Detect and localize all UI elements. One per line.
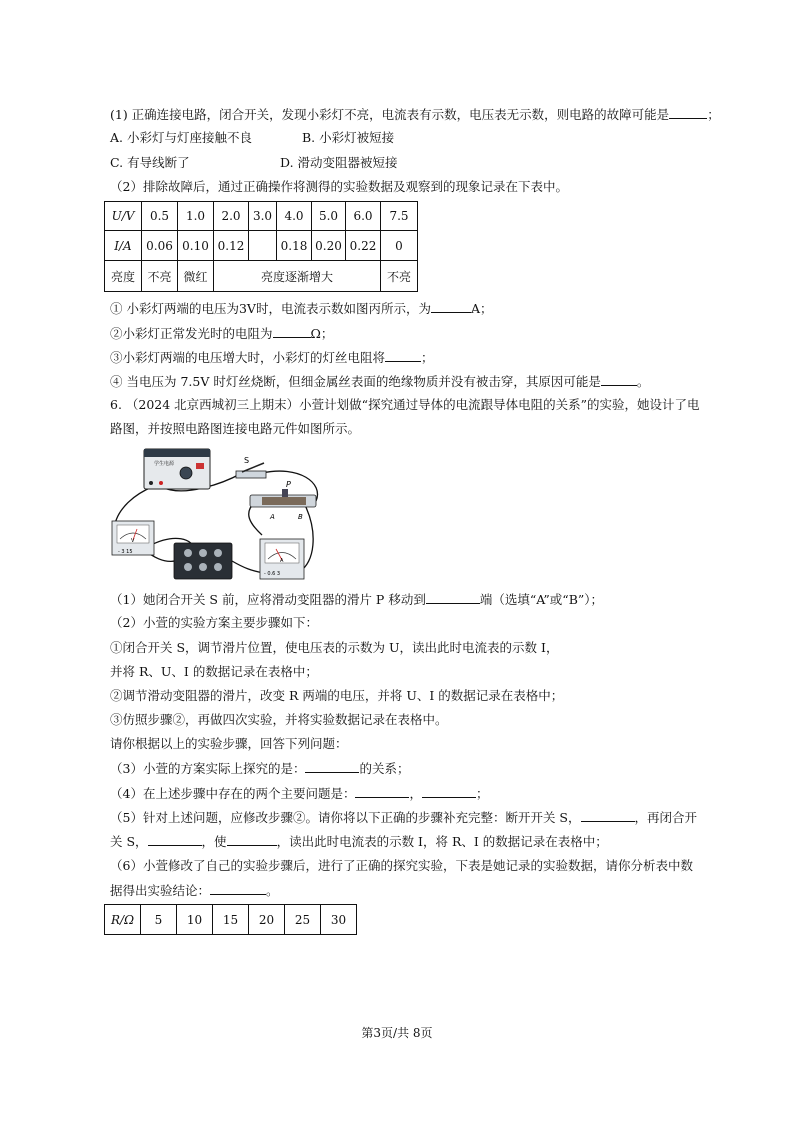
answer-blank[interactable] <box>227 833 277 846</box>
q5-option-d: D. 滑动变阻器被短接 <box>280 155 398 170</box>
r-cell: 10 <box>177 905 213 935</box>
ammeter-scale: - 0.6 3 <box>264 571 281 577</box>
i-cell: 0.22 <box>346 231 381 261</box>
q6-ask: 请你根据以上的实验步骤，回答下列问题： <box>110 736 348 751</box>
q6-p4: （4）在上述步骤中存在的两个主要问题是： ， ； <box>110 786 489 801</box>
i-cell: 0.12 <box>214 231 249 261</box>
answer-blank[interactable] <box>305 760 359 773</box>
circuit-figure <box>104 443 328 586</box>
switch-label: S <box>244 456 250 465</box>
q6-intro-line1: 6. （2024 北京西城初三上期末）小萱计划做“探究通过导体的电流跟导体电阻的关系”的实验，她设计了电 <box>110 397 700 412</box>
wire <box>232 561 264 573</box>
r-cell: 25 <box>285 905 321 935</box>
q6-p5-line1: （5）针对上述问题，应修改步骤②。请你将以下正确的步骤补充完整：断开开关 S， ，再闭合开 <box>110 810 698 825</box>
q6-p3: （3）小萱的方案实际上探究的是： 的关系； <box>110 761 410 776</box>
brightness-cell: 不亮 <box>381 261 418 292</box>
q5-sub4: ④ 当电压为 7.5V 时灯丝烧断，但细金属丝表面的绝缘物质并没有被击穿，其原因可能是 。 <box>110 374 650 389</box>
i-cell: 0.06 <box>142 231 178 261</box>
ammeter <box>260 539 304 579</box>
r-cell: 20 <box>249 905 285 935</box>
r-cell: 5 <box>141 905 177 935</box>
q6-step1-line2: 并将 R、U、I 的数据记录在表格中； <box>110 664 318 679</box>
switch-s <box>236 456 266 478</box>
brightness-header: 亮度 <box>105 261 142 292</box>
q5-option-b: B. 小彩灯被短接 <box>302 130 395 145</box>
q5-part2: （2）排除故障后，通过正确操作将测得的实验数据及观察到的现象记录在下表中。 <box>110 179 568 194</box>
answer-blank[interactable] <box>669 106 707 119</box>
q6-step3: ③仿照步骤②，再做四次实验，并将实验数据记录在表格中。 <box>110 712 448 727</box>
u-cell: 3.0 <box>249 202 277 231</box>
answer-blank[interactable] <box>431 300 471 313</box>
q6-p6-line1: （6）小萱修改了自己的实验步骤后，进行了正确的探究实验，下表是她记录的实验数据，请你分析表中数 <box>110 858 693 873</box>
answer-blank[interactable] <box>273 325 311 338</box>
sliding-rheostat <box>250 480 316 521</box>
q5-sub1: ① 小彩灯两端的电压为3V时，电流表示数如图丙所示，为 A； <box>110 301 493 316</box>
answer-blank[interactable] <box>601 373 637 386</box>
brightness-cell: 不亮 <box>142 261 178 292</box>
u-cell: 4.0 <box>277 202 312 231</box>
voltmeter-scale: - 3 15 <box>118 549 133 555</box>
voltmeter-letter: V <box>131 538 135 544</box>
i-cell: 0.20 <box>312 231 346 261</box>
brightness-merged-cell: 亮度逐渐增大 <box>214 261 381 292</box>
end-a-label: A <box>270 513 275 521</box>
end-b-label: B <box>298 513 303 521</box>
q5-part1: (1) 正确连接电路，闭合开关，发现小彩灯不亮，电流表有示数，电压表无示数，则电路的故障可能是 ； <box>110 107 720 122</box>
u-cell: 5.0 <box>312 202 346 231</box>
q5-option-a: A. 小彩灯与灯座接触不良 <box>110 130 252 145</box>
power-supply-label: 学生电源 <box>154 461 175 467</box>
q5-data-table <box>104 201 418 292</box>
u-cell: 1.0 <box>178 202 214 231</box>
u-cell: 2.0 <box>214 202 249 231</box>
brightness-cell: 微红 <box>178 261 214 292</box>
r-cell: 30 <box>321 905 357 935</box>
q5-sub3: ③小彩灯两端的电压增大时，小彩灯的灯丝电阻将 ； <box>110 350 434 365</box>
q6-p2: （2）小萱的实验方案主要步骤如下： <box>110 615 318 630</box>
answer-blank[interactable] <box>426 591 480 604</box>
ammeter-letter: A <box>280 558 284 564</box>
i-header: I/A <box>105 231 142 261</box>
answer-blank[interactable] <box>581 809 635 822</box>
r-header: R/Ω <box>105 905 141 935</box>
q6-p6-line2: 据得出实验结论： 。 <box>110 883 279 898</box>
u-cell: 7.5 <box>381 202 418 231</box>
answer-blank[interactable] <box>385 349 421 362</box>
q6-p1: （1）她闭合开关 S 前，应将滑动变阻器的滑片 P 移动到 端（选填“A”或“B”）； <box>110 592 604 607</box>
q5-option-c: C. 有导线断了 <box>110 155 190 170</box>
r-cell: 15 <box>213 905 249 935</box>
slider-label: P <box>286 480 291 489</box>
q5-sub2: ②小彩灯正常发光时的电阻为 Ω； <box>110 326 334 341</box>
u-cell: 6.0 <box>346 202 381 231</box>
q6-p5-line2: 关 S， ，使 ，读出此时电流表的示数 I，将 R、I 的数据记录在表格中； <box>110 834 608 849</box>
answer-blank[interactable] <box>148 833 202 846</box>
q6-resistance-table <box>104 904 357 935</box>
answer-blank[interactable] <box>355 785 409 798</box>
q6-intro-line2: 路图，并按照电路图连接电路元件如图所示。 <box>110 421 361 436</box>
u-header: U/V <box>105 202 142 231</box>
i-cell: 0.10 <box>178 231 214 261</box>
page-footer: 第3页/共 8页 <box>361 1026 433 1040</box>
power-supply <box>144 449 210 489</box>
answer-blank[interactable] <box>210 882 266 895</box>
i-cell: 0.18 <box>277 231 312 261</box>
answer-blank[interactable] <box>422 785 476 798</box>
i-cell-empty[interactable] <box>249 231 277 261</box>
i-cell: 0 <box>381 231 418 261</box>
resistance-box <box>174 543 232 579</box>
u-cell: 0.5 <box>142 202 178 231</box>
voltmeter <box>112 521 154 555</box>
q6-step2: ②调节滑动变阻器的滑片，改变 R 两端的电压，并将 U、I 的数据记录在表格中； <box>110 688 564 703</box>
q6-step1-line1: ①闭合开关 S，调节滑片位置，使电压表的示数为 U，读出此时电流表的示数 I， <box>110 640 559 655</box>
wire <box>249 503 262 535</box>
